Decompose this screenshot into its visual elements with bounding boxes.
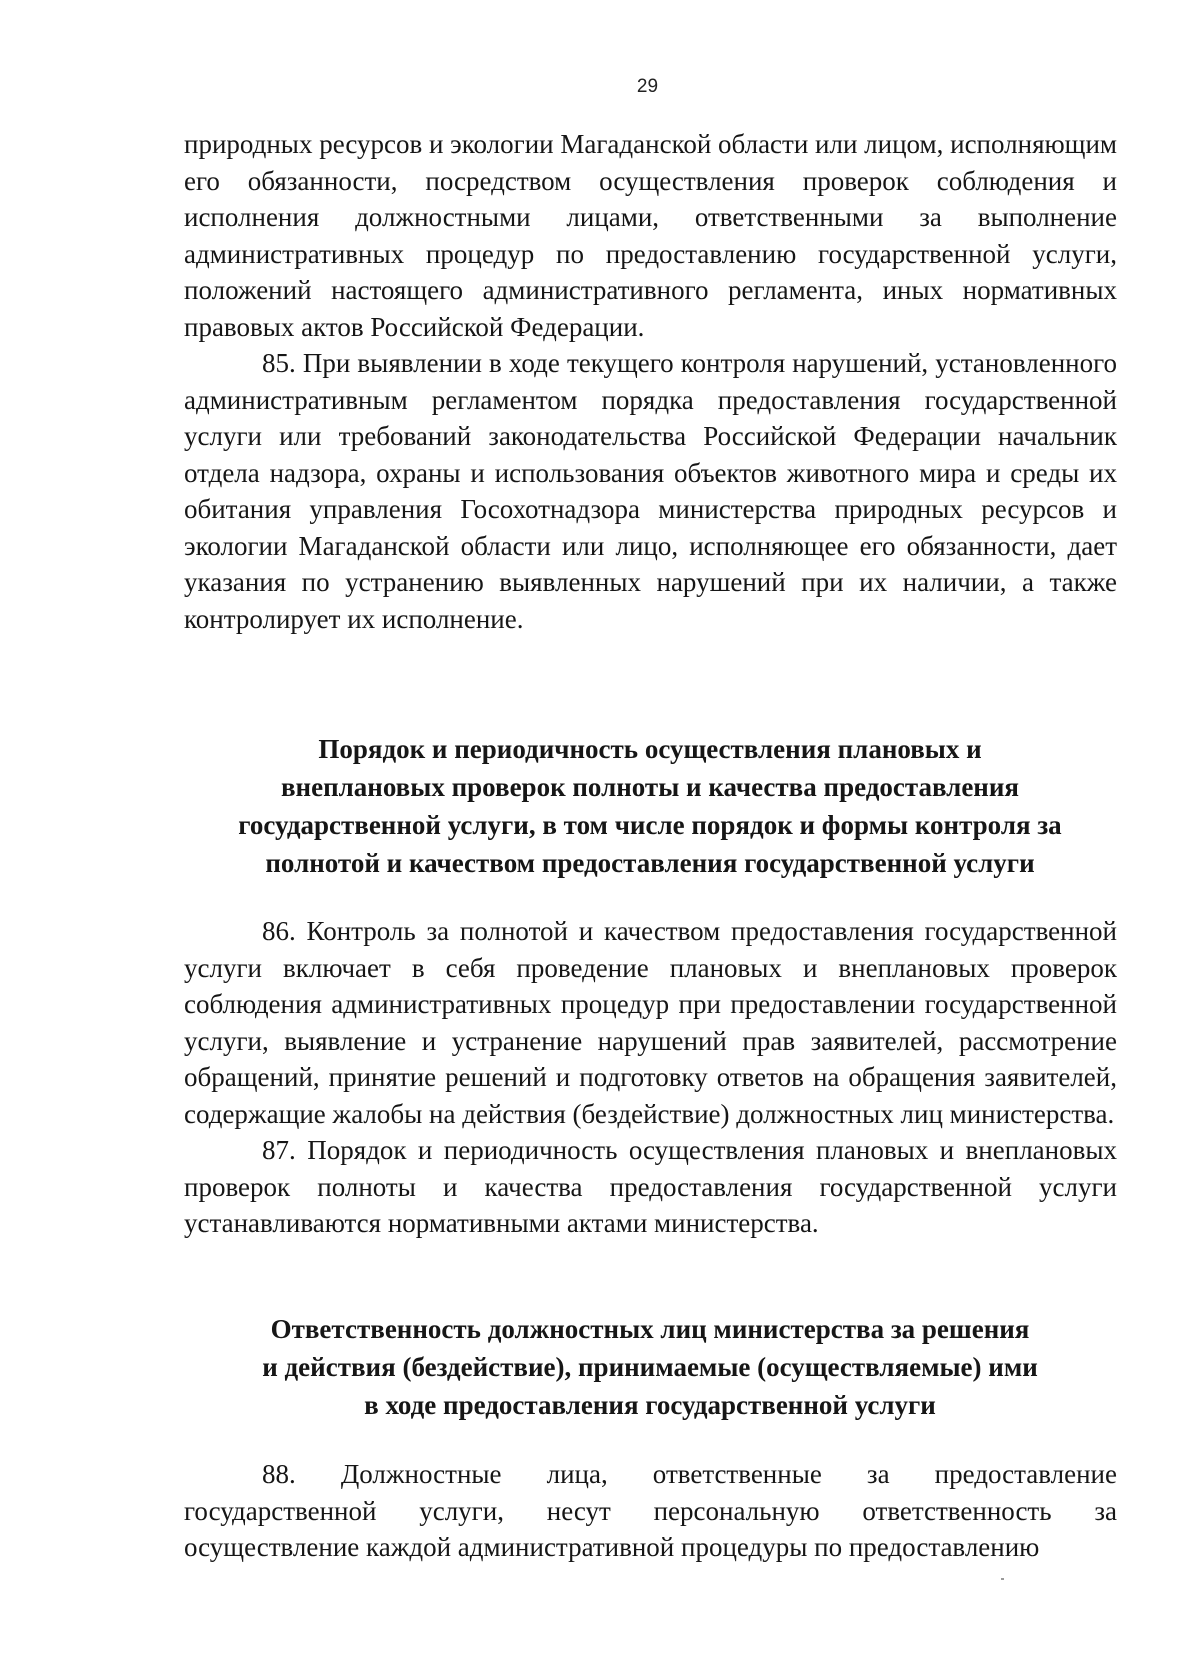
heading-line: Ответственность должностных лиц министерства за решения <box>270 1314 1030 1344</box>
continued-paragraph: природных ресурсов и экологии Магаданской области или лицом, исполняющим его обязанности, посредством осуществления проверок соблюдения и исполнения должностными лицами, ответственными за выполнение административных процедур по предоставлению государственной услуги, положений настоящего административного регламента, иных нормативных правовых актов Российской Федерации. <box>184 129 1117 342</box>
section-heading-control-procedure <box>140 730 1160 882</box>
heading-line: в ходе предоставления государственной услуги <box>364 1390 936 1420</box>
control-paragraph-block <box>184 913 1117 1242</box>
page-number: 29 <box>636 76 659 97</box>
paragraph-88: 88. Должностные лица, ответственные за предоставление государственной услуги, несут персональную ответственность за осуществление каждой административной процедуры по предоставлению <box>184 1459 1117 1562</box>
paragraph-85: 85. При выявлении в ходе текущего контроля нарушений, установленного административным регламентом порядка предоставления государственной услуги или требований законодательства Российской Федерации начальник отдела надзора, охраны и использования объектов животного мира и среды их обитания управления Госохотнадзора министерства природных ресурсов и экологии Магаданской области или лицо, исполняющее его обязанности, дает указания по устранению выявленных нарушений при их наличии, а также контролирует их исполнение. <box>184 348 1117 634</box>
paragraph-86: 86. Контроль за полнотой и качеством предоставления государственной услуги включает в себя проведение плановых и внеплановых проверок соблюдения административных процедур при предоставлении государственной услуги, выявление и устранение нарушений прав заявителей, рассмотрение обращений, принятие решений и подготовку ответов на обращения заявителей, содержащие жалобы на действия (бездействие) должностных лиц министерства. <box>184 916 1117 1129</box>
scan-speck <box>1001 1578 1004 1580</box>
continued-paragraph-block <box>184 126 1117 637</box>
heading-line: внеплановых проверок полноты и качества предоставления <box>280 772 1020 802</box>
heading-line: государственной услуги, в том числе порядок и формы контроля за <box>238 810 1062 840</box>
paragraph-87: 87. Порядок и периодичность осуществления плановых и внеплановых проверок полноты и качества предоставления государственной услуги устанавливаются нормативными актами министерства. <box>184 1135 1117 1238</box>
responsibility-paragraph-block <box>184 1456 1117 1566</box>
section-heading-responsibility <box>140 1310 1160 1424</box>
heading-line: Порядок и периодичность осуществления плановых и <box>318 734 982 764</box>
heading-line: и действия (бездействие), принимаемые (осуществляемые) ими <box>262 1352 1038 1382</box>
heading-line: полнотой и качеством предоставления государственной услуги <box>265 848 1035 878</box>
